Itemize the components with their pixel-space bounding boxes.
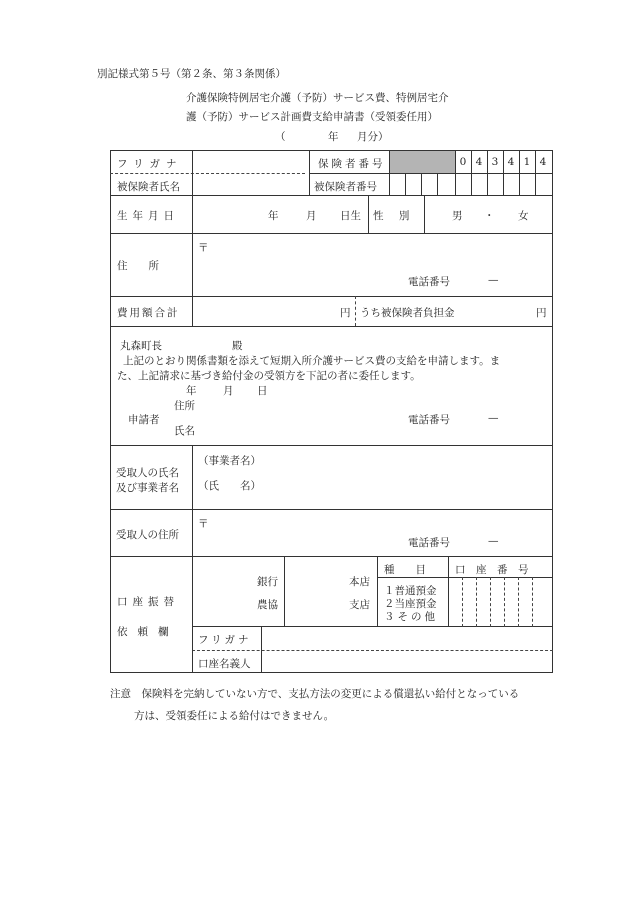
form-title-line2: 護（予防）サービス計画費支給申請書（受領委任用） (186, 111, 438, 123)
row-divider (110, 326, 553, 327)
col-divider (405, 173, 406, 196)
col-divider (424, 195, 425, 234)
burden-yen: 円 (536, 307, 547, 319)
insured-name-label: 被保険者氏名 (117, 181, 180, 193)
birth-date-label: 生年月日 (117, 210, 179, 222)
col-divider (455, 150, 456, 196)
col-divider (368, 195, 369, 234)
total-cost-yen: 円 (340, 307, 351, 319)
account-digit-divider (504, 577, 505, 627)
recipient-phone-label: 電話番号 (408, 537, 450, 549)
form-title-line1: 介護保険特例居宅介護（予防）サービス費、特例居宅介 (186, 92, 449, 104)
row-divider (110, 509, 553, 510)
col-divider (437, 173, 438, 196)
col-divider (471, 150, 472, 196)
sex-label: 性 別 (373, 210, 416, 222)
account-type-ordinary: １普通預金 (384, 585, 437, 597)
shaded-cell (389, 151, 455, 173)
furigana-label: フリガナ (117, 158, 183, 170)
col-divider (448, 556, 449, 627)
insurer-digit: 3 (491, 156, 499, 168)
applicant-label: 申請者 (128, 414, 160, 426)
col-divider (309, 150, 310, 196)
period-month: 月分） (357, 131, 389, 143)
insured-number-label: 被保険者番号 (314, 181, 377, 193)
total-cost-label: 費用額合計 (117, 307, 180, 319)
account-digit-divider (476, 577, 477, 627)
row-divider (192, 626, 553, 627)
account-digit-divider (532, 577, 533, 627)
note-line1: 注意 保険料を完納していない方で、支払方法の変更による償還払い給付となっている (110, 688, 520, 700)
row-divider (110, 556, 553, 557)
col-divider (192, 233, 193, 327)
applicant-phone-dash: — (488, 412, 499, 424)
insurer-digit: 1 (523, 156, 531, 168)
sex-separator: ・ (484, 210, 495, 222)
sex-female: 女 (518, 210, 529, 222)
mayor-addressee: 丸森町長 (120, 340, 162, 352)
insurer-digit: 0 (459, 156, 467, 168)
birth-day: 日生 (340, 210, 361, 222)
honorific-dono: 殿 (232, 340, 243, 352)
note-line2: 方は、受領委任による給付はできません。 (134, 710, 335, 722)
birth-year: 年 (268, 210, 279, 222)
period-open: （ (275, 131, 286, 143)
application-text-line2: た、上記請求に基づき給付金の受領方を下記の者に委任します。 (117, 370, 421, 382)
account-type-label: 種 目 (384, 564, 426, 576)
sex-male: 男 (452, 210, 463, 222)
person-name-label: （氏 名） (198, 480, 261, 492)
insurer-digit: 4 (475, 156, 483, 168)
col-divider (192, 445, 193, 557)
account-type-other: ３その他 (384, 611, 438, 623)
insurer-digit: 4 (539, 156, 547, 168)
phone-dash: — (488, 274, 499, 286)
recipient-phone-dash: — (488, 535, 499, 547)
account-type-current: ２当座預金 (384, 598, 437, 610)
col-divider (503, 150, 504, 196)
recipient-name-label-2: 及び事業者名 (116, 482, 179, 494)
insurer-digit: 4 (507, 156, 515, 168)
head-office-label: 本店 (349, 576, 370, 588)
recipient-name-label-1: 受取人の氏名 (116, 467, 179, 479)
bank-label: 銀行 (257, 576, 278, 588)
application-day: 日 (257, 385, 268, 397)
account-number-label: 口 座 番 号 (455, 564, 529, 576)
row-divider (110, 296, 553, 297)
period-year: 年 (328, 131, 339, 143)
furigana-divider (110, 173, 305, 174)
col-divider (261, 626, 262, 673)
applicant-name-label: 氏名 (174, 425, 195, 437)
row-divider (309, 173, 553, 174)
account-digit-divider (462, 577, 463, 627)
recipient-address-label: 受取人の住所 (116, 529, 179, 541)
col-divider (535, 150, 536, 196)
postal-mark: 〒 (198, 242, 209, 254)
business-name-label: （事業者名） (198, 455, 261, 467)
application-month: 月 (223, 385, 234, 397)
col-divider (389, 150, 390, 196)
col-divider (421, 173, 422, 196)
applicant-phone-label: 電話番号 (408, 414, 450, 426)
row-divider (377, 577, 553, 578)
col-divider (192, 150, 193, 234)
application-year: 年 (186, 385, 197, 397)
row-divider (110, 445, 553, 446)
cost-divider (355, 296, 356, 326)
insurer-number-label: 保険者番号 (318, 158, 386, 170)
agri-coop-label: 農協 (257, 599, 278, 611)
insured-burden-label: うち被保険者負担金 (360, 307, 455, 319)
address-label: 住 所 (117, 260, 159, 272)
form-number: 別記様式第５号（第２条、第３条関係） (97, 68, 286, 80)
col-divider (487, 150, 488, 196)
account-digit-divider (490, 577, 491, 627)
col-divider (519, 150, 520, 196)
account-holder-label: 口座名義人 (198, 658, 251, 670)
application-text-line1: 上記のとおり関係書類を添えて短期入所介護サービス費の支給を申請します。ま (123, 355, 501, 367)
furigana-divider (192, 650, 553, 651)
account-transfer-label: 口座振替 (117, 596, 179, 608)
phone-label: 電話番号 (408, 276, 450, 288)
row-divider (110, 233, 553, 234)
col-divider (377, 556, 378, 627)
col-divider (192, 556, 193, 673)
recipient-postal-mark: 〒 (198, 518, 209, 530)
request-column-label: 依頼欄 (117, 626, 179, 638)
branch-label: 支店 (349, 599, 370, 611)
birth-month: 月 (306, 210, 317, 222)
account-digit-divider (518, 577, 519, 627)
col-divider (284, 556, 285, 627)
applicant-address-label: 住所 (174, 400, 195, 412)
account-furigana-label: フリガナ (198, 634, 252, 646)
